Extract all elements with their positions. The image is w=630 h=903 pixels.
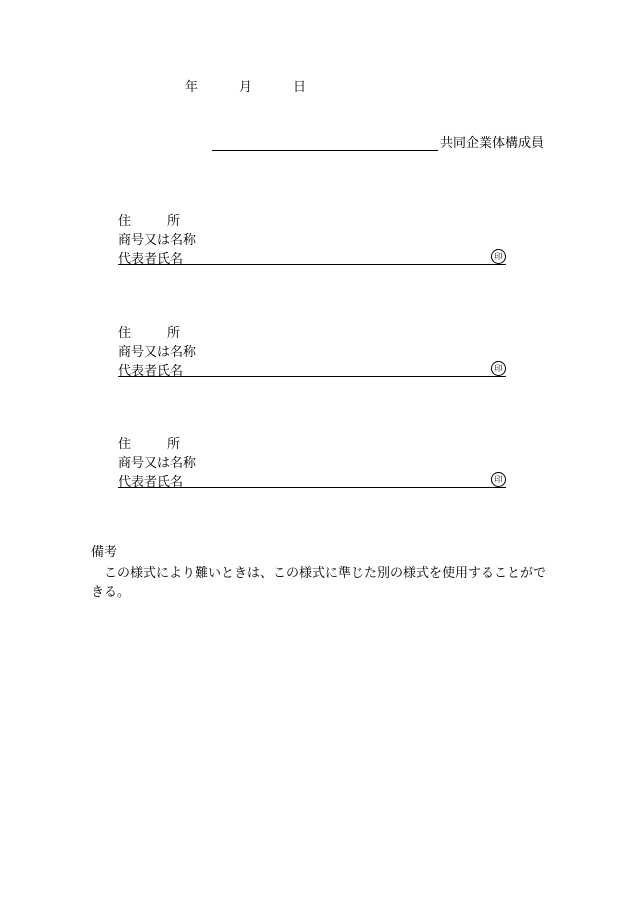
address-label: [118, 210, 180, 229]
representative-signature-line: [118, 264, 506, 265]
company-name-label: 商号又は名称: [118, 345, 197, 360]
address-label-char-1: 住: [118, 214, 132, 229]
seal-icon: 印: [491, 361, 506, 376]
representative-name-label: 代表者氏名: [118, 252, 184, 267]
address-label-char-1: 住: [118, 326, 132, 341]
address-label-char-1: 住: [118, 437, 132, 452]
address-label: [118, 322, 180, 341]
member-block: [118, 322, 508, 382]
address-label: [118, 433, 180, 452]
representative-signature-line: [118, 376, 506, 377]
member-block: [118, 210, 508, 270]
date-month-label: 月: [239, 80, 253, 95]
date-day-label: 日: [293, 80, 307, 95]
seal-icon: 印: [491, 249, 506, 264]
joint-venture-label: 共同企業体構成員: [440, 136, 545, 151]
address-label-char-2: 所: [167, 326, 181, 341]
address-label-char-2: 所: [167, 437, 181, 452]
company-name-label: 商号又は名称: [118, 233, 197, 248]
date-year-label: 年: [185, 80, 199, 95]
address-label-char-2: 所: [167, 214, 181, 229]
representative-name-label: 代表者氏名: [118, 364, 184, 379]
member-block: [118, 433, 508, 493]
representative-signature-line: [118, 487, 506, 488]
seal-icon: 印: [491, 472, 506, 487]
representative-name-label: 代表者氏名: [118, 475, 184, 490]
company-name-label: 商号又は名称: [118, 456, 197, 471]
remarks-title: 備考: [91, 545, 118, 560]
remarks-body: この様式により難いときは、この様式に準じた別の様式を使用することができる。: [91, 566, 547, 600]
joint-venture-name-line: [212, 150, 438, 151]
